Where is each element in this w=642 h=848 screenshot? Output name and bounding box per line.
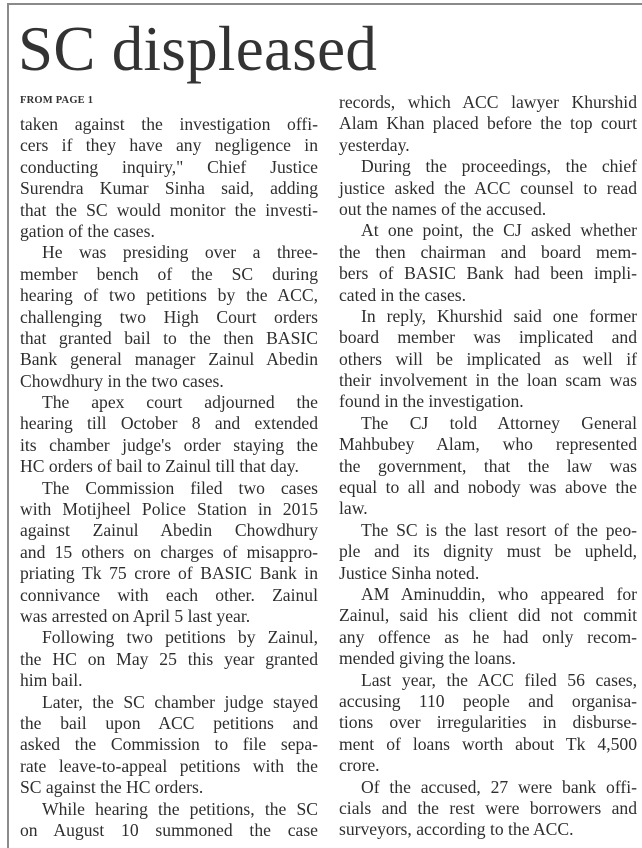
text-line: law. <box>339 498 368 519</box>
text-line: others will be implicated as well if <box>339 348 637 369</box>
text-line: surveyors, according to the ACC. <box>339 819 574 840</box>
article-column-left <box>20 114 318 841</box>
text-line: its chamber judge's order staying the <box>20 434 318 455</box>
text-line: the government, that the law was <box>339 455 637 476</box>
paragraph <box>339 156 637 220</box>
paragraph <box>20 627 318 691</box>
text-line: the bail upon ACC petitions and <box>20 712 318 733</box>
paragraph <box>20 114 318 242</box>
top-rule <box>8 3 642 5</box>
text-line: him bail. <box>20 670 83 691</box>
text-line: on August 10 summoned the case <box>20 819 318 840</box>
text-line: asked the Commission to file sepa- <box>20 734 318 755</box>
text-line: SC against the HC orders. <box>20 777 204 798</box>
text-line: In reply, Khurshid said one former <box>361 305 637 326</box>
text-line: that the SC would monitor the investi- <box>20 199 318 220</box>
text-line: Justice Sinha noted. <box>339 562 480 583</box>
left-rule <box>7 3 9 848</box>
text-line: Bank general manager Zainul Abedin <box>20 349 318 370</box>
text-line: The Commission filed two cases <box>42 477 318 498</box>
text-line: challenging two High Court orders <box>20 306 318 327</box>
text-line: taken against the investigation offi- <box>20 114 318 134</box>
text-line: cated in the cases. <box>339 284 467 305</box>
text-line: that granted bail to the then BASIC <box>20 327 318 348</box>
text-line: Surendra Kumar Sinha said, adding <box>20 178 318 199</box>
paragraph <box>339 777 637 841</box>
text-line: Last year, the ACC filed 56 cases, <box>361 669 637 690</box>
text-line: The apex court adjourned the <box>42 392 318 413</box>
text-line: cers if they have any negligence in <box>20 135 318 156</box>
paragraph <box>20 242 318 392</box>
paragraph <box>20 478 318 628</box>
paragraph <box>339 413 637 520</box>
text-line: rate leave-to-appeal petitions with the <box>20 755 318 776</box>
text-line: bers of BASIC Bank had been impli- <box>339 263 637 284</box>
text-line: the then chairman and board mem- <box>339 241 637 262</box>
text-line: Alam Khan placed before the top court <box>339 113 637 134</box>
paragraph <box>339 520 637 584</box>
text-line: equal to all and nobody was above the <box>339 477 637 498</box>
text-line: While hearing the petitions, the SC <box>42 798 318 819</box>
text-line: gation of the cases. <box>20 220 155 241</box>
text-line: The SC is the last resort of the peo- <box>361 519 637 540</box>
paragraph <box>339 670 637 777</box>
text-line: records, which ACC lawyer Khurshid <box>339 92 637 112</box>
text-line: conducting inquiry," Chief Justice <box>20 156 318 177</box>
text-line: The CJ told Attorney General <box>361 412 637 433</box>
text-line: Chowdhury in the two cases. <box>20 370 224 391</box>
text-line: AM Aminuddin, who appeared for <box>361 583 637 604</box>
text-line: member bench of the SC during <box>20 263 318 284</box>
article-column-right <box>339 92 637 841</box>
paragraph <box>339 220 637 306</box>
text-line: ment of loans worth about Tk 4,500 <box>339 733 637 754</box>
headline: SC displeased <box>18 14 378 84</box>
paragraph <box>20 799 318 842</box>
text-line: During the proceedings, the chief <box>361 156 637 177</box>
text-line: ple and its dignity must be upheld, <box>339 541 637 562</box>
text-line: crore. <box>339 755 380 776</box>
text-line: Zainul, said his client did not commit <box>339 605 637 626</box>
text-line: mended giving the loans. <box>339 648 516 669</box>
text-line: any offence as he had only recom- <box>339 626 637 647</box>
text-line: HC orders of bail to Zainul till that day. <box>20 456 299 477</box>
text-line: Later, the SC chamber judge stayed <box>42 691 318 712</box>
text-line: their involvement in the loan scam was <box>339 370 637 391</box>
text-line: Following two petitions by Zainul, <box>42 627 318 648</box>
text-line: accusing 110 people and organisa- <box>339 690 637 711</box>
text-line: hearing till October 8 and extended <box>20 413 318 434</box>
text-line: hearing of two petitions by the ACC, <box>20 285 318 306</box>
text-line: board member was implicated and <box>339 327 637 348</box>
text-line: Of the accused, 27 were bank offi- <box>361 776 637 797</box>
text-line: cials and the rest were borrowers and <box>339 797 637 818</box>
text-line: out the names of the accused. <box>339 198 547 219</box>
text-line: with Motijheel Police Station in 2015 <box>20 499 318 520</box>
text-line: connivance with each other. Zainul <box>20 584 318 605</box>
paragraph <box>339 306 637 413</box>
text-line: yesterday. <box>339 134 410 155</box>
text-line: was arrested on April 5 last year. <box>20 605 251 626</box>
paragraph <box>20 392 318 478</box>
text-line: tions over irregularities in disburse- <box>339 712 637 733</box>
text-line: the HC on May 25 this year granted <box>20 648 318 669</box>
paragraph <box>20 692 318 799</box>
from-page-label: FROM PAGE 1 <box>20 95 94 106</box>
text-line: found in the investigation. <box>339 391 524 412</box>
text-line: priating Tk 75 crore of BASIC Bank in <box>20 563 318 584</box>
paragraph <box>339 584 637 670</box>
text-line: justice asked the ACC counsel to read <box>339 177 637 198</box>
text-line: against Zainul Abedin Chowdhury <box>20 520 318 541</box>
text-line: He was presiding over a three- <box>42 242 318 263</box>
text-line: At one point, the CJ asked whether <box>361 220 637 241</box>
text-line: and 15 others on charges of misappro- <box>20 541 318 562</box>
paragraph <box>339 92 637 156</box>
text-line: Mahbubey Alam, who represented <box>339 434 637 455</box>
